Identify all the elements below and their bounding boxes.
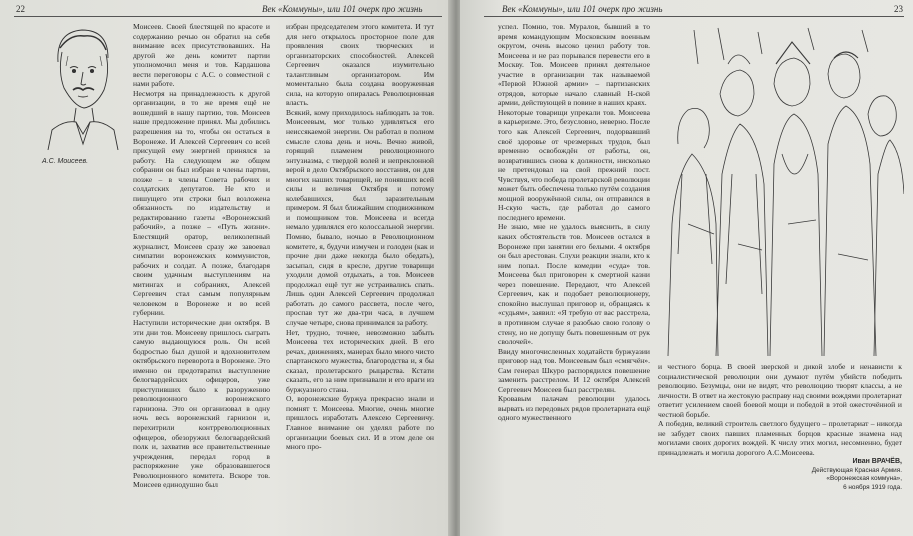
- page-number-right: 23: [894, 4, 903, 14]
- header-rule-left: [14, 16, 442, 17]
- text-column-1: Моисеев. Своей блестящей по красоте и содержанию речью он обратил на себя внимание всех присутствовавших. На другой же день комитет партии уполномочил меня и тов. Кардашова вести переговоры с А.С. о совместной с нами работе. Несмотря на принадлежность к другой организации, в то же время ещё не вошедший в нашу партию, тов. Моисеев наше предложение принял. Мы добились разрешения на то, чтобы он остаться в Воронеже. И Алексей Сергеевич со всей присущей ему энергией принялся за работу. На следующем же общем собрании он был избран в члены партии, позже – в члены Совета рабочих и солдатских депутатов. Не кто и пишущего эти строки был возложена обязанность по издательству и редактированию газеты «Воронежский рабочий», а позже – «Путь жизни». Блестящий оратор, великолепный журналист, Моисеев сразу же завоевал симпатии воронежских коммунистов, рабочих и солдат. А позже, благодаря своим удачным выступлениям на митингах и собраниях, Алексей Сергеевич стал самым популярным человеком в Воронеже и во всей губернии. Наступили исторические дни октября. В эти дни тов. Моисееву пришлось сыграть самую выдающуюся роль. Он всей бодростью был душой и вдохновителем октябрьского переворота в Воронеже. Это именно он предотвратил выступление белогвардейских офицеров, уже приступивших было к разоружению революционного воронежского гарнизона. Это он организовал в одну ночь весь воронежский гарнизон и, перехитрили контрреволюционных офицеров, обезоружил белогвардейский полк и, захватив все правительственные учреждения, передал город в распоряжение уже образовавшегося Революционного комитета. Вскоре тов. Моисеев единодушно был: [133, 22, 270, 490]
- source-publication: «Воронежская коммуна»,: [826, 475, 902, 482]
- crowd-sketch-illustration: [658, 24, 904, 356]
- text-column-2: избран председателем этого комитета. И тут для него открылось просторное поле для проявления своих творческих и организаторских способностей. Алексей Сергеевич оказался изумительно талантливым организатором. Им моментально была создана вооруженная сила, на которую опиралась Революционная власть. Всякий, кому приходилось наблюдать за тов. Моисеевым, мог только удивляться его неиссякаемой энергии. Он работал в полном смысле слова день и ночь. Вечно живой, горящий пламенем революционного энтузиазма, с твердой волей и непреклонной верой в дело Октябрьского восстания, он для многих наших товарищей, не понявших всей силы и величия Октября и потому колебавшихся, был заразительным примером. Я был ближайшим сподвижником и помощником тов. Моисеева и всегда немало удивлялся его колоссальной энергии. Помню, бывало, ночью в Революционном комитете, я, будучи измучен и голоден (как и прочие дни даже некогда было обедать), засыпал, сидя в кресле, другие товарищи уходили домой отдыхать, а тов. Моисеев продолжал ещё тут же устраивались спать. Лишь один Алексей Сергеевич продолжал работать до самого рассвета, после чего, проспав тут же два-три часа, в лучшем случае четыре, снова принимался за работу. Нет, трудно, точнее, невозможно забыть Моисеева тех исторических дней. В его речах, движениях, манерах было много чисто спартанского мужества, благородства и, я бы сказал, пролетарского рыцарства. Кстати сказать, его за ним признавали и его враги из буржуазного стана. О, воронежские буржуа прекрасно знали и помнят т. Моисеева. Многие, очень многие пришлось изработать Алексею Сергеевичу. Главное внимание он уделял работе по организации боевых сил. И в этом деле он много про-: [286, 22, 434, 452]
- right-page: [460, 0, 913, 536]
- text-column-3: успел. Помню, тов. Муралов, бывший в то время командующим Московским военным округом, очень высоко ценил работу тов. Моисеева и не раз порывался перевести его в Москву. Тов. Моисеев принял деятельное участие в организации так называемой «Первой Южной армии» – партизанских отрядов, которые начало славный Н-ской армии, действующей в повине в наших краях. Некоторые товарищи упрекали тов. Моисеева в карьеризме. Это, безусловно, неверно. После того как Алексей Сергеевич, подорвавший своё здоровье от чрезмерных трудов, был временно освобождён от работы, он, возвратившись снова к должности, нисколько не претендовал на свой прежний пост. Чувствуя, что победа пролетарской революции может быть обеспечена только путём создания мощной вооружённой силы, он отправился в Н-скую часть, где работал до самого последнего времени. Не знаю, мне не удалось выяснить, в силу каких обстоятельств тов. Моисеев остался в Воронеже при занятии его белыми. 4 октября он был арестован. Слухи реакции знали, кто к ним попал. После комедии «суда» тов. Моисеева был приговорен к смертной казни через повешение. Передают, что Алексей Сергеевич, как и подобает революционеру, спокойно выслушал приговор и, обращаясь к «судьям», заявил: «Я требую от вас расстрела, в противном случае я разобью свою голову о стену, но не допущу быть повешенным от рук сволочей». Ввиду многочисленных ходатайств буржуазии приговор над тов. Моисеевым был «смягчён». Сам генерал Шкуро распорядился повешение заменить расстрелом. И 12 октября Алексей Сергеевич Моисеев был расстрелян. Кровавым палачам революции удалось вырвать из передовых рядов пролетариата ещё одного мужественного: [498, 22, 650, 423]
- header-rule-right: [484, 16, 904, 17]
- publication-date: 6 ноября 1919 года.: [843, 483, 902, 491]
- left-page: [0, 0, 452, 536]
- running-header-left: Век «Коммуны», или 101 очерк про жизнь: [262, 4, 423, 14]
- portrait-drawing: [40, 22, 124, 150]
- author-role: Действующая Красная Армия.: [811, 466, 902, 474]
- author-name: Иван ВРАЧЁВ,: [852, 458, 902, 465]
- portrait-caption: А.С. Моисеев.: [42, 158, 89, 165]
- page-number-left: 22: [16, 4, 25, 14]
- running-header-right: Век «Коммуны», или 101 очерк про жизнь: [502, 4, 663, 14]
- signature-block: [722, 458, 902, 492]
- text-column-4: и честного борца. В своей зверской и дикой злобе и ненависти к социалистической революции они думают путём убийств победить революцию. Безумцы, они не видят, что революцию творят классы, а не личности. В ответ на жестокую расправу над своими вождями пролетариат ответит усилением своей боевой мощи и победой в этой ожесточённой и честной борьбе. А победив, великий строитель светлого будущего – пролетариат – никогда не забудет своих павших пламенных борцов красные знамена над могилами своих дорогих вождей. К числу этих могил, несомненно, будет принадлежать и могила дорогого А.С.Моисеева.: [658, 362, 902, 456]
